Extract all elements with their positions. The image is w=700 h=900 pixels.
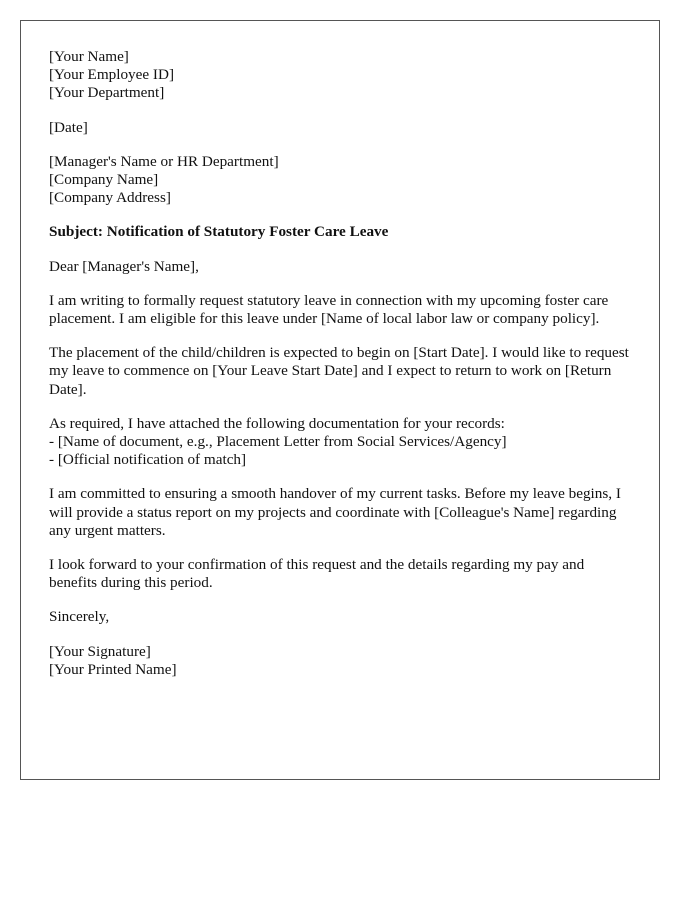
- sender-name: [Your Name]: [49, 48, 129, 65]
- recipient-name: [Manager's Name or HR Department]: [49, 152, 279, 170]
- paragraph-closing-request: I look forward to your confirmation of this request and the details regarding my pay and benefits during this period.: [49, 556, 585, 592]
- salutation: Dear [Manager's Name],: [49, 257, 199, 275]
- paragraph-dates: The placement of the child/children is expected to begin on [Start Date]. I would like to request my leave to commence on [Your Leave Start Date] and I expect to return to work on [Return Date].: [49, 344, 629, 398]
- letter-page: [20, 20, 660, 780]
- letter-date: [Date]: [49, 118, 88, 136]
- signature-placeholder: [Your Signature]: [49, 642, 151, 660]
- documentation-block: [49, 415, 631, 470]
- date-block: [49, 119, 631, 137]
- sender-block: [49, 48, 631, 103]
- documentation-item: - [Name of document, e.g., Placement Letter from Social Services/Agency]: [49, 433, 507, 451]
- paragraph-request: I am writing to formally request statutory leave in connection with my upcoming foster care placement. I am eligible for this leave under [Name of local labor law or company policy].: [49, 291, 609, 328]
- recipient-address: [Company Address]: [49, 189, 171, 207]
- sender-employee-id: [Your Employee ID]: [49, 66, 174, 84]
- documentation-intro: As required, I have attached the following documentation for your records:: [49, 414, 505, 432]
- closing: Sincerely,: [49, 608, 110, 626]
- documentation-item: - [Official notification of match]: [49, 451, 247, 469]
- recipient-block: [49, 153, 631, 208]
- printed-name: [Your Printed Name]: [49, 660, 177, 678]
- signature-block: [49, 643, 631, 679]
- paragraph-handover: I am committed to ensuring a smooth handover of my current tasks. Before my leave begins, I will provide a status report on my projects and coordinate with [Colleague's Name] regarding any urgent matters.: [49, 485, 621, 539]
- recipient-company: [Company Name]: [49, 171, 159, 189]
- subject-line: Subject: Notification of Statutory Foster Care Leave: [49, 223, 389, 241]
- sender-department: [Your Department]: [49, 84, 165, 102]
